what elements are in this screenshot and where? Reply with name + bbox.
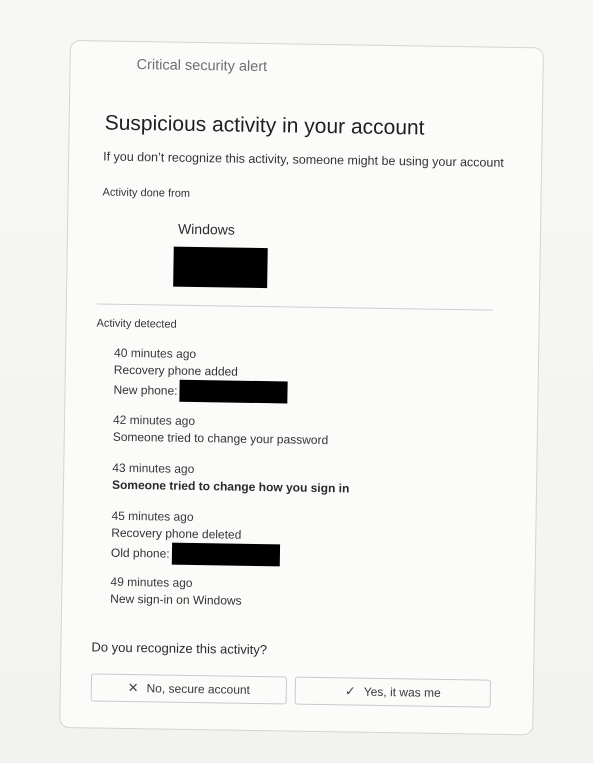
- activity-time: 43 minutes ago: [112, 460, 195, 477]
- activity-item: [112, 460, 350, 498]
- redacted-phone-number: [171, 543, 279, 567]
- close-icon: ✕: [127, 679, 139, 696]
- activity-detail: [111, 542, 280, 567]
- activity-description: Someone tried to change how you sign in: [111, 477, 350, 496]
- activity-item: [113, 412, 329, 449]
- alert-card: [59, 40, 544, 735]
- activity-detail: [113, 379, 287, 404]
- activity-description: New sign-in on Windows: [110, 591, 242, 608]
- confirm-activity-button[interactable]: [295, 677, 491, 708]
- activity-time: 49 minutes ago: [110, 574, 193, 590]
- activity-time: 42 minutes ago: [112, 412, 196, 429]
- secure-account-button[interactable]: [91, 673, 287, 704]
- divider: [97, 303, 493, 310]
- activity-detail-label: Old phone:: [110, 545, 170, 561]
- redacted-phone-number: [179, 380, 287, 404]
- check-icon: ✓: [344, 683, 356, 699]
- device-section-label: Activity done from: [102, 186, 191, 200]
- activity-section-label: Activity detected: [96, 317, 177, 331]
- device-name: Windows: [177, 220, 235, 238]
- activity-description: Recovery phone deleted: [111, 525, 242, 542]
- activity-description: Recovery phone added: [113, 362, 239, 379]
- confirm-activity-button-label: Yes, it was me: [363, 684, 441, 700]
- activity-item: [110, 574, 242, 610]
- redacted-device-info: [173, 247, 268, 288]
- activity-time: 45 minutes ago: [111, 508, 194, 524]
- page-title: Suspicious activity in your account: [104, 111, 425, 140]
- activity-item: [111, 508, 281, 567]
- activity-description: Someone tried to change your password: [112, 429, 329, 448]
- activity-time: 40 minutes ago: [113, 345, 197, 362]
- activity-item: [113, 345, 288, 404]
- activity-detail-label: New phone:: [113, 382, 178, 398]
- alert-header-label: Critical security alert: [136, 57, 268, 76]
- recognize-question: Do you recognize this activity?: [91, 639, 268, 658]
- secure-account-button-label: No, secure account: [146, 681, 251, 697]
- page-subtitle: If you don’t recognize this activity, someone might be using your account: [103, 149, 504, 170]
